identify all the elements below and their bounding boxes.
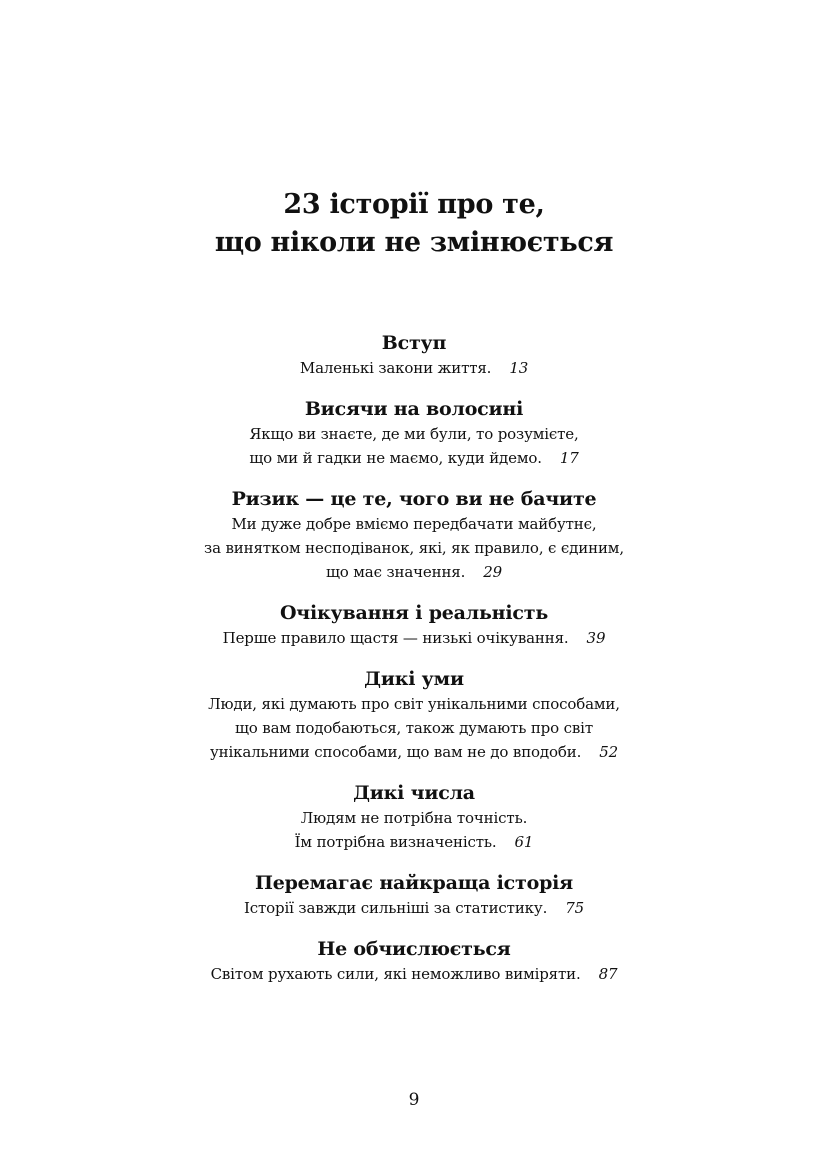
toc-entry-subtitle-line	[0, 536, 828, 560]
toc-entry-subtitle-text: Люди, які думають про світ унікальними способами,	[208, 695, 620, 713]
toc-entry-subtitle-text: унікальними способами, що вам не до вподоби.	[209, 743, 582, 761]
toc-entry-subtitle-line	[0, 830, 828, 854]
toc-entry-subtitle-line	[0, 896, 828, 920]
toc-entry-subtitle-line	[0, 740, 828, 764]
toc-entry-page-number: 29	[483, 563, 503, 581]
page-title	[0, 186, 828, 262]
toc-entry-subtitle-text: Якщо ви знаєте, де ми були, то розумієте,	[249, 425, 579, 443]
toc-entry-title: Дикі уми	[364, 668, 464, 690]
toc-entry-title: Висячи на волосині	[304, 398, 524, 420]
toc-entry-subtitle-text: Їм потрібна визначеність.	[294, 833, 497, 851]
toc-entry-subtitle-text: Світом рухають сили, які неможливо виміряти.	[210, 965, 581, 983]
toc-entry-subtitle-text: що має значення.	[325, 563, 466, 581]
page-title-line-2: що ніколи не змінюється	[214, 227, 614, 258]
toc-entry-subtitle-line	[0, 692, 828, 716]
toc-entry	[0, 396, 828, 470]
toc-entry-subtitle-text: Людям не потрібна точність.	[300, 809, 528, 827]
page-number: 9	[408, 1090, 420, 1110]
toc-entry-subtitle-line	[0, 446, 828, 470]
toc-entry-subtitle-line	[0, 560, 828, 584]
toc-entry	[0, 870, 828, 920]
toc-entry-subtitle-text: що ми й гадки не маємо, куди йдемо.	[249, 449, 542, 467]
toc-entry-subtitle-text: Маленькі закони життя.	[299, 359, 492, 377]
toc-entry-page-number: 61	[514, 833, 534, 851]
toc-entry-subtitle-text: що вам подобаються, також думають про світ	[235, 719, 593, 737]
toc-entry-title: Перемагає найкраща історія	[254, 872, 574, 894]
toc-entry-subtitle-line	[0, 626, 828, 650]
toc-entry-title: Не обчислюється	[317, 938, 511, 960]
toc-entry	[0, 666, 828, 764]
toc-entry-subtitle-line	[0, 356, 828, 380]
toc-entry-title: Дикі числа	[353, 782, 475, 804]
toc-entry-page-number: 39	[586, 629, 606, 647]
toc-entry	[0, 486, 828, 584]
toc-entry	[0, 600, 828, 650]
toc-entry-title: Вступ	[381, 332, 447, 354]
toc-entry-subtitle-line	[0, 806, 828, 830]
toc-entry-title: Ризик — це те, чого ви не бачите	[231, 488, 597, 510]
toc-entry	[0, 936, 828, 986]
toc-entry-page-number: 13	[509, 359, 529, 377]
toc-entry-page-number: 52	[599, 743, 619, 761]
toc-entry-subtitle-line	[0, 962, 828, 986]
toc-entry-subtitle-line	[0, 512, 828, 536]
toc-entry-title: Очікування і реальність	[279, 602, 549, 624]
toc-entry-subtitle-text: за винятком несподіванок, які, як правило, є єдиним,	[204, 539, 624, 557]
toc-entry	[0, 780, 828, 854]
toc-entry-subtitle-line	[0, 716, 828, 740]
page-title-line-1: 23 історії про те,	[283, 189, 545, 220]
toc-entry-page-number: 75	[565, 899, 584, 917]
toc-entry-page-number: 87	[598, 965, 618, 983]
toc-entry	[0, 330, 828, 380]
table-of-contents	[0, 330, 828, 1002]
toc-entry-subtitle-text: Ми дуже добре вміємо передбачати майбутнє,	[231, 515, 597, 533]
toc-entry-subtitle-text: Перше правило щастя — низькі очікування.	[222, 629, 569, 647]
toc-entry-page-number: 17	[559, 449, 579, 467]
toc-entry-subtitle-line	[0, 422, 828, 446]
toc-entry-subtitle-text: Історії завжди сильніші за статистику.	[244, 899, 548, 917]
